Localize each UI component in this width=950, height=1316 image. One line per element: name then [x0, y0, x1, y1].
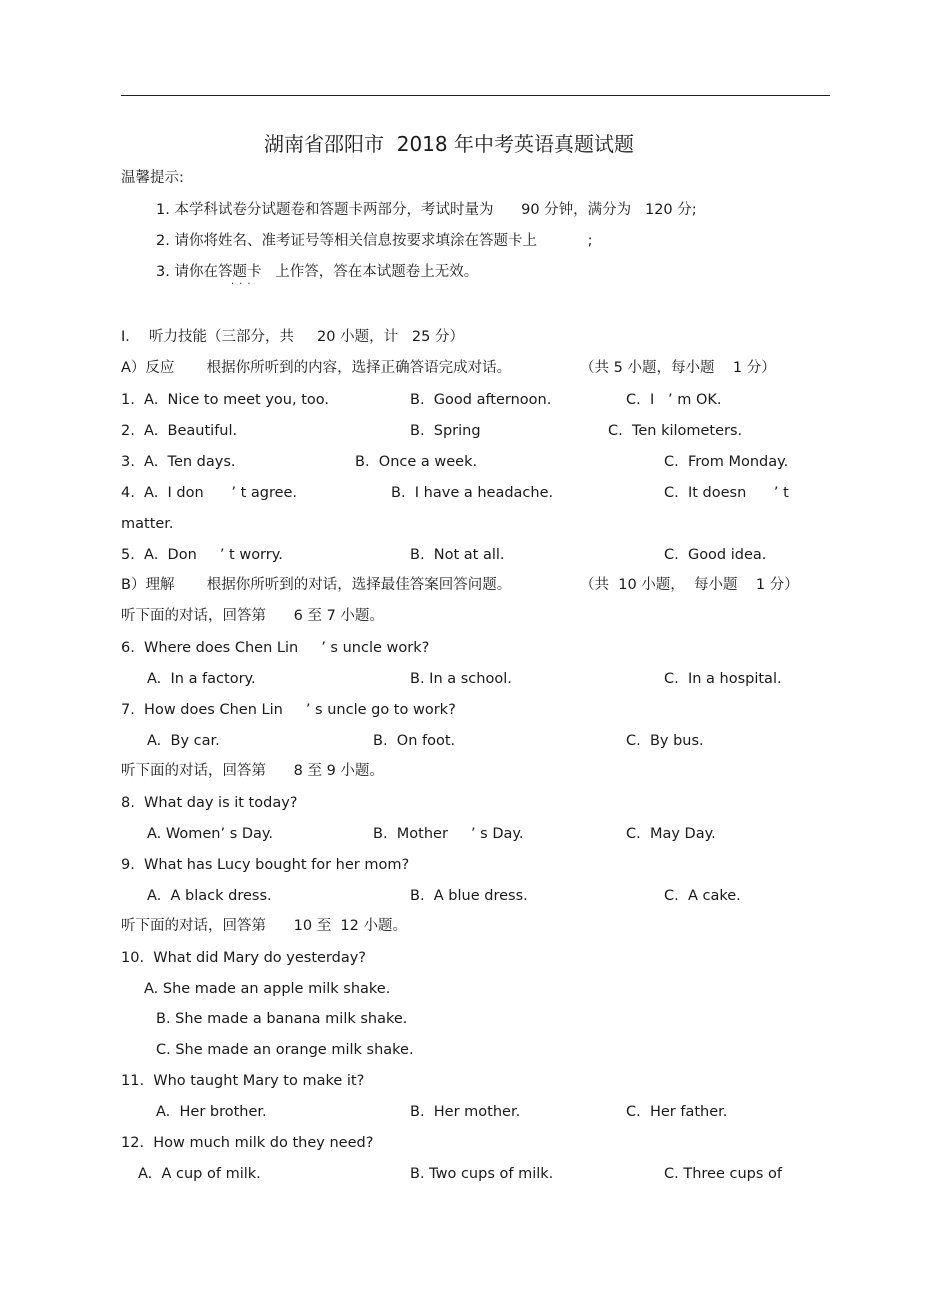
- header-rule: [121, 95, 830, 96]
- partA-note: （共 5 小题，每小题 1 分）: [580, 360, 776, 376]
- q6-option-b: B. In a school.: [410, 671, 512, 687]
- q1-option-c: C. I ’ m OK.: [626, 392, 722, 408]
- q7-option-a: A. By car.: [147, 733, 220, 749]
- intro-10-12: 听下面的对话，回答第 10 至 12 小题。: [121, 918, 407, 934]
- q11-option-a: A. Her brother.: [156, 1104, 267, 1120]
- q2-option-a: 2. A. Beautiful.: [121, 423, 238, 439]
- partB-heading: B）理解 根据你所听到的对话，选择最佳答案回答问题。: [121, 577, 512, 593]
- q8-option-c: C. May Day.: [626, 826, 716, 842]
- tip-3: 3. 请你在答题卡 上作答，答在本试题卷上无效。: [156, 264, 479, 280]
- page-title: 湖南省邵阳市 2018 年中考英语真题试题: [264, 132, 634, 156]
- q10-option-a: A. She made an apple milk shake.: [144, 981, 391, 997]
- tips-heading: 温馨提示:: [121, 170, 184, 186]
- q8-option-a: A. Women’ s Day.: [147, 826, 274, 842]
- q12-option-b: B. Two cups of milk.: [410, 1166, 554, 1182]
- q8-stem: 8. What day is it today?: [121, 795, 298, 811]
- section1-heading: Ⅰ． 听力技能（三部分，共 20 小题，计 25 分）: [121, 329, 464, 345]
- q1-option-a: 1. A. Nice to meet you, too.: [121, 392, 329, 408]
- q10-stem: 10. What did Mary do yesterday?: [121, 950, 366, 966]
- q7-option-c: C. By bus.: [626, 733, 704, 749]
- tip-2: 2. 请你将姓名、准考证号等相关信息按要求填涂在答题卡上 ;: [156, 233, 593, 249]
- q10-option-c: C. She made an orange milk shake.: [156, 1042, 414, 1058]
- q9-stem: 9. What has Lucy bought for her mom?: [121, 857, 410, 873]
- q1-option-b: B. Good afternoon.: [410, 392, 552, 408]
- q7-option-b: B. On foot.: [373, 733, 456, 749]
- q4-option-c-wrap: matter.: [121, 516, 174, 532]
- q3-option-c: C. From Monday.: [664, 454, 789, 470]
- q5-option-b: B. Not at all.: [410, 547, 505, 563]
- q4-option-b: B. I have a headache.: [391, 485, 554, 501]
- tip-1: 1. 本学科试卷分试题卷和答题卡两部分，考试时量为 90 分钟，满分为 120 分;: [156, 202, 697, 218]
- partB-note: （共 10 小题， 每小题 1 分）: [580, 577, 799, 593]
- q4-option-c: C. It doesn ’ t: [664, 485, 789, 501]
- q7-stem: 7. How does Chen Lin ’ s uncle go to work?: [121, 702, 456, 718]
- partA-heading: A）反应 根据你所听到的内容，选择正确答语完成对话。: [121, 360, 512, 376]
- q6-option-a: A. In a factory.: [147, 671, 256, 687]
- q11-option-b: B. Her mother.: [410, 1104, 521, 1120]
- q5-option-a: 5. A. Don ’ t worry.: [121, 547, 283, 563]
- q10-option-b: B. She made a banana milk shake.: [156, 1011, 408, 1027]
- q9-option-c: C. A cake.: [664, 888, 741, 904]
- q5-option-c: C. Good idea.: [664, 547, 767, 563]
- q9-option-b: B. A blue dress.: [410, 888, 528, 904]
- q3-option-b: B. Once a week.: [355, 454, 478, 470]
- q3-option-a: 3. A. Ten days.: [121, 454, 236, 470]
- q12-option-c: C. Three cups of: [664, 1166, 782, 1182]
- q11-option-c: C. Her father.: [626, 1104, 728, 1120]
- q8-option-b: B. Mother ’ s Day.: [373, 826, 524, 842]
- q12-option-a: A. A cup of milk.: [138, 1166, 261, 1182]
- q6-option-c: C. In a hospital.: [664, 671, 782, 687]
- intro-6-7: 听下面的对话，回答第 6 至 7 小题。: [121, 608, 384, 624]
- q6-stem: 6. Where does Chen Lin ’ s uncle work?: [121, 640, 430, 656]
- q11-stem: 11. Who taught Mary to make it?: [121, 1073, 365, 1089]
- q12-stem: 12. How much milk do they need?: [121, 1135, 374, 1151]
- q2-option-c: C. Ten kilometers.: [608, 423, 743, 439]
- emphasis-dots: ···: [231, 279, 256, 290]
- intro-8-9: 听下面的对话，回答第 8 至 9 小题。: [121, 763, 384, 779]
- q2-option-b: B. Spring: [410, 423, 481, 439]
- q9-option-a: A. A black dress.: [147, 888, 272, 904]
- q4-option-a: 4. A. I don ’ t agree.: [121, 485, 298, 501]
